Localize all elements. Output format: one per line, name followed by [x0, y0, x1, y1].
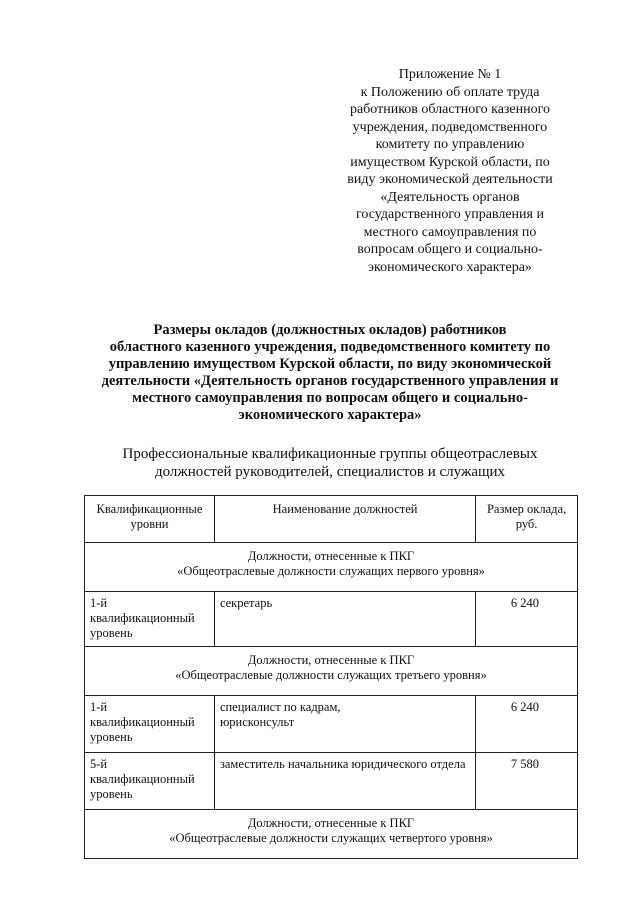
cell-level [85, 696, 215, 753]
title-line: экономического характера» [238, 407, 422, 423]
header-level-line: уровни [130, 517, 169, 531]
annex-line: учреждения, подведомственного [352, 119, 548, 135]
position-line: заместитель начальника юридического отдела [219, 757, 466, 771]
header-level [85, 496, 215, 543]
group-heading-row [85, 647, 578, 696]
cell-position [214, 592, 475, 647]
group-heading-row [85, 543, 578, 592]
cell-salary [476, 753, 578, 810]
annex-line: имуществом Курской области, по [350, 154, 550, 170]
document-subtitle [70, 445, 590, 481]
position-line: секретарь [219, 596, 273, 610]
annex-line: «Деятельность органов [380, 189, 520, 205]
level-line: уровень [90, 730, 133, 744]
position-line: юрисконсульт [219, 715, 295, 729]
salary-value: 7 580 [510, 757, 539, 771]
group-heading-line: «Общеотраслевые должности служащих четвертого уровня» [169, 831, 493, 845]
annex-line: к Положению об оплате труда [360, 84, 540, 100]
level-line: уровень [90, 626, 133, 640]
salary-value: 6 240 [510, 700, 539, 714]
subtitle-line: должностей руководителей, специалистов и служащих [154, 464, 506, 480]
cell-level [85, 592, 215, 647]
cell-position [214, 696, 475, 753]
table-row [85, 753, 578, 810]
document-title [70, 322, 590, 424]
salary-table [84, 495, 578, 859]
title-line: деятельности «Деятельность органов государственного управления и [101, 373, 559, 389]
group-heading-line: «Общеотраслевые должности служащих третьего уровня» [175, 668, 487, 682]
title-line: управлению имуществом Курской области, по виду экономической [108, 356, 552, 372]
annex-note [330, 66, 570, 276]
level-line: квалификационный [90, 611, 195, 625]
level-line: квалификационный [90, 772, 195, 786]
group-heading-row [85, 810, 578, 859]
annex-line: государственного управления и [356, 207, 544, 222]
header-salary-line: Размер оклада, [486, 502, 567, 516]
group-heading [85, 810, 578, 859]
header-position [214, 496, 475, 543]
title-line: местного самоуправления по вопросам общего и социально- [132, 390, 528, 406]
group-heading-line: Должности, отнесенные к ПКГ [247, 816, 415, 830]
annex-line: экономического характера» [368, 259, 532, 275]
annex-line: Приложение № 1 [398, 67, 502, 82]
level-line: 1-й [90, 700, 108, 714]
cell-level [85, 753, 215, 810]
position-line: специалист по кадрам, [219, 700, 341, 714]
level-line: квалификационный [90, 715, 195, 729]
header-position-text: Наименование должностей [272, 502, 418, 516]
header-level-line: Квалификационные [96, 502, 203, 516]
table-row [85, 592, 578, 647]
annex-line: местного самоуправления по [363, 224, 537, 240]
header-salary-line: руб. [515, 517, 538, 531]
group-heading [85, 647, 578, 696]
annex-line: вопросам общего и социально- [357, 242, 543, 257]
table-row [85, 696, 578, 753]
cell-position [214, 753, 475, 810]
subtitle-line: Профессиональные квалификационные группы общеотраслевых [122, 446, 538, 462]
title-line: Размеры окладов (должностных окладов) работников [153, 322, 507, 338]
title-line: областного казенного учреждения, подведомственного комитету по [109, 339, 551, 355]
group-heading-line: Должности, отнесенные к ПКГ [247, 653, 415, 667]
annex-line: виду экономической деятельности [347, 172, 553, 187]
annex-line: работников областного казенного [349, 102, 551, 117]
header-salary [476, 496, 578, 543]
group-heading-line: «Общеотраслевые должности служащих первого уровня» [177, 564, 485, 578]
level-line: 1-й [90, 596, 108, 610]
group-heading [85, 543, 578, 592]
annex-line: комитету по управлению [375, 137, 525, 152]
level-line: уровень [90, 787, 133, 801]
cell-salary [476, 696, 578, 753]
level-line: 5-й [90, 757, 108, 771]
table-header-row [85, 496, 578, 543]
salary-value: 6 240 [510, 596, 539, 610]
cell-salary [476, 592, 578, 647]
group-heading-line: Должности, отнесенные к ПКГ [247, 549, 415, 563]
